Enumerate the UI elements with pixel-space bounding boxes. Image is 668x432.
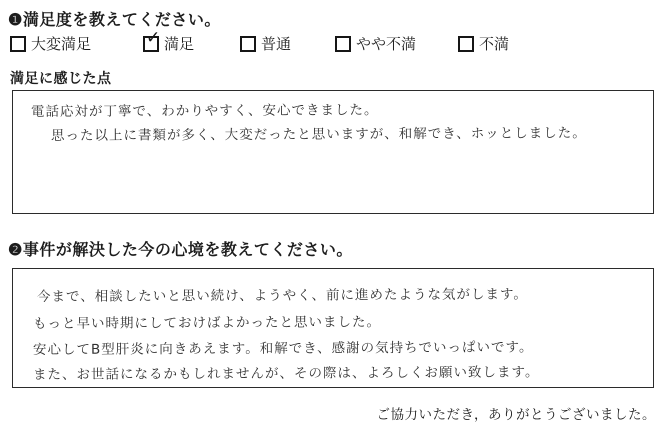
handwritten-line: 思った以上に書類が多く、大変だったと思いますが、和解でき、ホッとしました。 <box>50 125 587 144</box>
question2-number-icon: ❷ <box>8 242 23 259</box>
option-label: 普通 <box>261 37 292 53</box>
checkbox-very-satisfied[interactable] <box>10 36 26 52</box>
checkbox-neutral[interactable] <box>240 36 256 52</box>
question1-heading <box>8 7 221 30</box>
option-label: 大変満足 <box>31 37 92 53</box>
option-dissatisfied[interactable] <box>458 33 509 54</box>
question2-title: 事件が解決した今の心境を教えてください。 <box>22 242 353 259</box>
checkbox-dissatisfied[interactable] <box>458 36 474 52</box>
option-neutral[interactable] <box>240 33 291 54</box>
question1-title: 満足度を教えてください。 <box>22 12 221 29</box>
checkmark-icon: ✓ <box>146 27 161 48</box>
option-label: 満足 <box>164 37 195 53</box>
checkbox-somewhat-dissatisfied[interactable] <box>335 36 351 52</box>
handwritten-line: 今まで、相談したいと思い続け、ようやく、前に進めたような気がします。 <box>36 286 528 305</box>
option-label: 不満 <box>479 37 510 53</box>
handwritten-line: 電話応対が丁寧で、わかりやすく、安心できました。 <box>30 102 379 120</box>
handwritten-line: 安心してB型肝炎に向きあえます。和解でき、感謝の気持ちでいっぱいです。 <box>32 339 534 358</box>
thanks-message: ご協力いただき，ありがとうございました。 <box>376 407 656 422</box>
checkbox-satisfied[interactable] <box>143 27 161 52</box>
question1-answer-box[interactable] <box>12 90 654 214</box>
option-somewhat-dissatisfied[interactable] <box>335 33 416 54</box>
satisfied-points-label: 満足に感じた点 <box>10 70 112 86</box>
question2-answer-box[interactable] <box>12 268 654 388</box>
question1-number-icon: ❶ <box>8 12 23 29</box>
question2-heading <box>8 237 353 260</box>
option-label: やや不満 <box>356 37 417 53</box>
handwritten-line: また、お世話になるかもしれませんが、その際は、よろしくお願い致します。 <box>32 364 540 383</box>
option-satisfied[interactable] <box>143 27 195 54</box>
option-very-satisfied[interactable] <box>10 33 91 54</box>
satisfaction-options-row <box>0 27 668 53</box>
handwritten-line: もっと早い時期にしておけばよかったと思いました。 <box>32 314 382 332</box>
